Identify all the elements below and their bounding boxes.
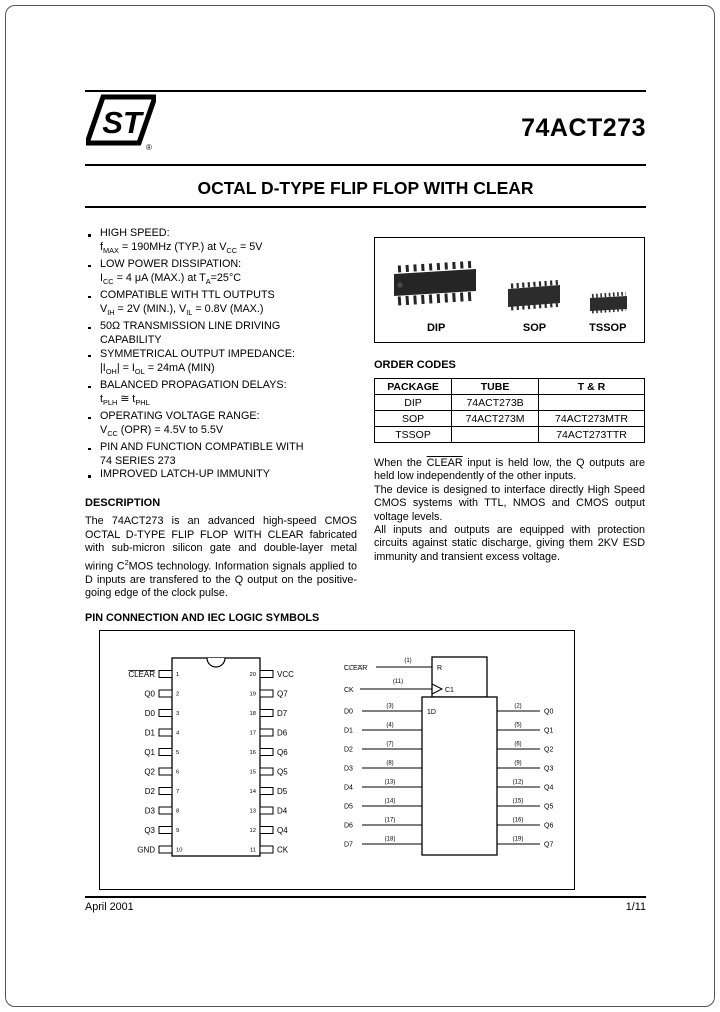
chip-body [590,296,627,311]
bullet-icon [88,327,91,330]
pin-number: 20 [249,672,256,678]
table-cell: 74ACT273TTR [539,427,645,443]
pin-label: Q5 [277,767,288,777]
pin-label: Q3 [544,765,554,773]
paragraph: The device is designed to interface directly High Speed CMOS systems with TTL, NMOS and CMOS output voltage levels. [374,483,645,523]
feature-line: $f_{MAX} = 190MHz$ (TYP.) at $V_{CC} = 5V$ [100,240,263,256]
pin-number: (7) [386,741,394,748]
pin-stub [159,807,172,814]
logo-text: ST [102,105,142,140]
bullet-icon [88,355,91,358]
tssop-package-image [583,286,633,318]
pin-number: 18 [249,711,256,717]
pin-number: (16) [512,817,524,824]
pin-number: 8 [176,808,180,815]
pin-label: D6 [277,728,288,738]
pin-stub [159,827,172,834]
pin-stub [159,671,172,678]
feature-item [85,468,357,482]
pin-number: (4) [386,722,394,729]
feature-line: IMPROVED LATCH-UP IMMUNITY [100,468,270,481]
feature-line: OPERATING VOLTAGE RANGE: [100,409,260,422]
pin-label: D4 [277,806,288,816]
feature-item [85,258,357,289]
registered-mark: ® [146,143,152,152]
pin-stub [260,807,273,814]
pin-label: Q7 [277,689,288,699]
description-text: The 74ACT273 is an advanced high-speed CMOS OCTAL D-TYPE FLIP FLOP WITH CLEAR fabricated with sub-micron silicon gate and double-layer metal wiring $C^2MOS$ technology. Information signals applied to D inputs are transfered to the Q output on the positive-going edge of the clock pulse. [85,515,357,599]
pin-stub [260,690,273,697]
table-row [375,395,645,411]
pin-label: CLEAR [344,665,368,672]
pin-diagram-box [99,630,575,890]
pin-number: (13) [384,779,396,786]
feature-line: PIN AND FUNCTION COMPATIBLE WITH [100,440,304,453]
pin-label: D1 [144,728,155,738]
package-label: DIP [426,322,446,334]
chip-body [394,269,476,296]
pin-label: D0 [144,709,155,718]
feature-line: CAPABILITY [100,333,162,346]
feature-item [85,227,357,258]
main-block [422,697,497,855]
pin-section-heading: PIN CONNECTION AND IEC LOGIC SYMBOLS [85,612,320,624]
pin-number: 6 [176,769,180,776]
package-label: SOP [522,322,547,334]
pin-label: Q0 [144,689,155,699]
bullet-icon [88,448,91,451]
pin-number: 12 [249,828,256,834]
order-codes-table [374,378,645,443]
feature-line: BALANCED PROPAGATION DELAYS: [100,378,287,391]
pin-label: D7 [344,841,353,849]
pin-number: (11) [392,679,404,685]
title-rule [85,206,646,208]
pin-label: Q6 [277,748,288,757]
pin-number: 5 [176,750,180,756]
dip-package-image [386,260,486,318]
pin-number: (14) [384,798,396,805]
pin-stub [159,768,172,775]
pin-label: D2 [344,746,353,754]
pin-stub [260,671,273,678]
footer-page-number: 1/11 [625,901,646,913]
dip-pinout-diagram [110,654,322,866]
pin-number: 7 [176,789,180,795]
pin-stub [260,749,273,756]
pin-label: D2 [144,787,155,796]
pin-label: Q3 [144,826,155,835]
pin-number: 17 [249,730,256,737]
column-header: PACKAGE [375,379,452,395]
pin-label: Q2 [544,746,554,754]
pin-number: 4 [176,730,180,737]
part-number: 74ACT273 [521,114,646,142]
package-tssop [583,286,633,334]
right-column [374,237,645,564]
d-input-label: 1D [427,709,436,716]
pin-number: 9 [176,828,180,834]
package-box [374,237,645,343]
bullet-icon [88,234,91,237]
pin-number: (19) [512,836,524,843]
pin-label: CLEAR [128,670,155,679]
pin-label: D7 [277,709,288,718]
pin-number: (3) [386,703,394,710]
pin-stub [260,729,273,736]
feature-line: $|I_{OH}| = I_{OL} = 24mA$ (MIN) [100,361,215,376]
page-title: OCTAL D-TYPE FLIP FLOP WITH CLEAR [197,178,534,198]
bullet-icon [88,386,91,389]
pin-label: D3 [144,806,155,816]
feature-line: SYMMETRICAL OUTPUT IMPEDANCE: [100,347,295,360]
feature-line: $V_{CC}$ (OPR) = 4.5V to 5.5V [100,423,224,438]
feature-line: COMPATIBLE WITH TTL OUTPUTS [100,288,275,301]
pin-stub [260,788,273,795]
footer-rule [85,896,646,898]
pin-label: D0 [344,708,353,716]
pin-label: Q6 [544,822,554,830]
table-cell: SOP [375,411,452,427]
reset-label: R [437,665,443,672]
pin-label: Q0 [544,708,554,716]
pin-number: (6) [514,741,522,748]
table-cell [452,427,539,443]
header-rule-mid [85,164,646,166]
pin-label: VCC [277,670,294,679]
feature-item [85,379,357,410]
pin-number: (5) [514,722,522,729]
pin-number: (17) [384,817,396,824]
description-heading: DESCRIPTION [85,497,161,510]
pin-label: D3 [344,765,353,773]
column-header: TUBE [452,379,539,395]
feature-line: 74 SERIES 273 [100,454,176,467]
feature-item [85,320,357,348]
pin-number: 10 [176,847,183,854]
pin-stub [260,827,273,834]
pin-label: Q4 [277,826,288,835]
pin-number: (2) [514,703,522,710]
pin-number: 19 [249,691,256,698]
bullet-icon [88,265,91,268]
left-column [85,227,357,600]
pin-label: GND [137,845,155,855]
sop-package-image [500,274,568,318]
pin-label: D1 [344,727,353,735]
table-cell: TSSOP [375,427,452,443]
header-rule-top [85,90,646,92]
pin-stub [260,768,273,775]
table-header-row [375,379,645,395]
feature-item [85,289,357,320]
pin-label: Q4 [544,784,554,792]
package-label: TSSOP [589,322,627,334]
pin-label: D5 [344,803,353,811]
feature-line: $t_{PLH}$ ≅ $t_{PHL}$ [100,392,150,407]
table-cell: DIP [375,395,452,411]
table-cell [539,395,645,411]
control-block [432,657,487,697]
package-dip [386,260,486,334]
feature-line: 50Ω TRANSMISSION LINE DRIVING [100,319,281,332]
pin-number: 2 [176,691,180,698]
pin-number: 13 [249,808,256,815]
pin-number: (15) [512,798,524,805]
pin-number: (8) [386,760,394,767]
pin-number: 15 [249,769,256,776]
table-cell: 74ACT273MTR [539,411,645,427]
pin-number: 3 [176,711,180,717]
pin-number: (9) [514,760,522,767]
feature-line: $V_{IH} = 2V$ (MIN.), $V_{IL} = 0.8V$ (MAX.) [100,302,264,317]
pin-label: CK [344,687,354,694]
pin-number: (12) [512,779,524,786]
pin-label: CK [277,845,289,855]
iec-logic-symbol [332,651,564,869]
package-sop [500,274,568,334]
pin-label: Q2 [144,767,155,777]
pin-stub [159,729,172,736]
feature-item [85,441,357,469]
table-cell: 74ACT273B [452,395,539,411]
pin-stub [159,690,172,697]
table-row [375,411,645,427]
feature-line: HIGH SPEED: [100,227,170,239]
order-codes-heading: ORDER CODES [374,359,456,371]
pin-stub [159,788,172,795]
pin-label: D6 [344,822,353,830]
pin-number: 11 [249,847,256,854]
pin-label: D5 [277,787,288,796]
table-cell: 74ACT273M [452,411,539,427]
paragraph: All inputs and outputs are equipped with protection circuits against static discharge, giving them 2KV ESD immunity and transient excess voltage. [374,524,645,563]
pin-label: Q1 [144,748,155,757]
feature-item [85,410,357,441]
pin-number: 14 [249,789,256,795]
pin-stub [260,710,273,717]
feature-line: $I_{CC} = 4$ μA (MAX.) at $T_A=25^\circ C$ [100,271,242,287]
clock-label: C1 [445,687,454,694]
pin-label: Q5 [544,803,554,811]
pin-number: 1 [176,672,180,678]
paragraph: When the CLEAR input is held low, the Q outputs are held low independently of the other inputs. [374,457,645,483]
pin-label: Q1 [544,727,554,735]
table-row [375,427,645,443]
bullet-icon [88,475,91,478]
pin-stub [260,846,273,853]
footer-date: April 2001 [85,901,134,913]
feature-item [85,348,357,379]
pin-number: (18) [384,836,396,843]
pin-number: (1) [404,658,412,664]
column-header: T & R [539,379,645,395]
pin-number: 16 [249,750,256,756]
bullet-icon [88,417,91,420]
pin-stub [159,846,172,853]
pin-stub [159,710,172,717]
bullet-icon [88,296,91,299]
pin-label: Q7 [544,841,554,849]
chip-body [172,658,260,856]
pin-stub [159,749,172,756]
feature-line: LOW POWER DISSIPATION: [100,257,242,270]
chip-notch [398,282,403,287]
pin-label: D4 [344,784,353,792]
